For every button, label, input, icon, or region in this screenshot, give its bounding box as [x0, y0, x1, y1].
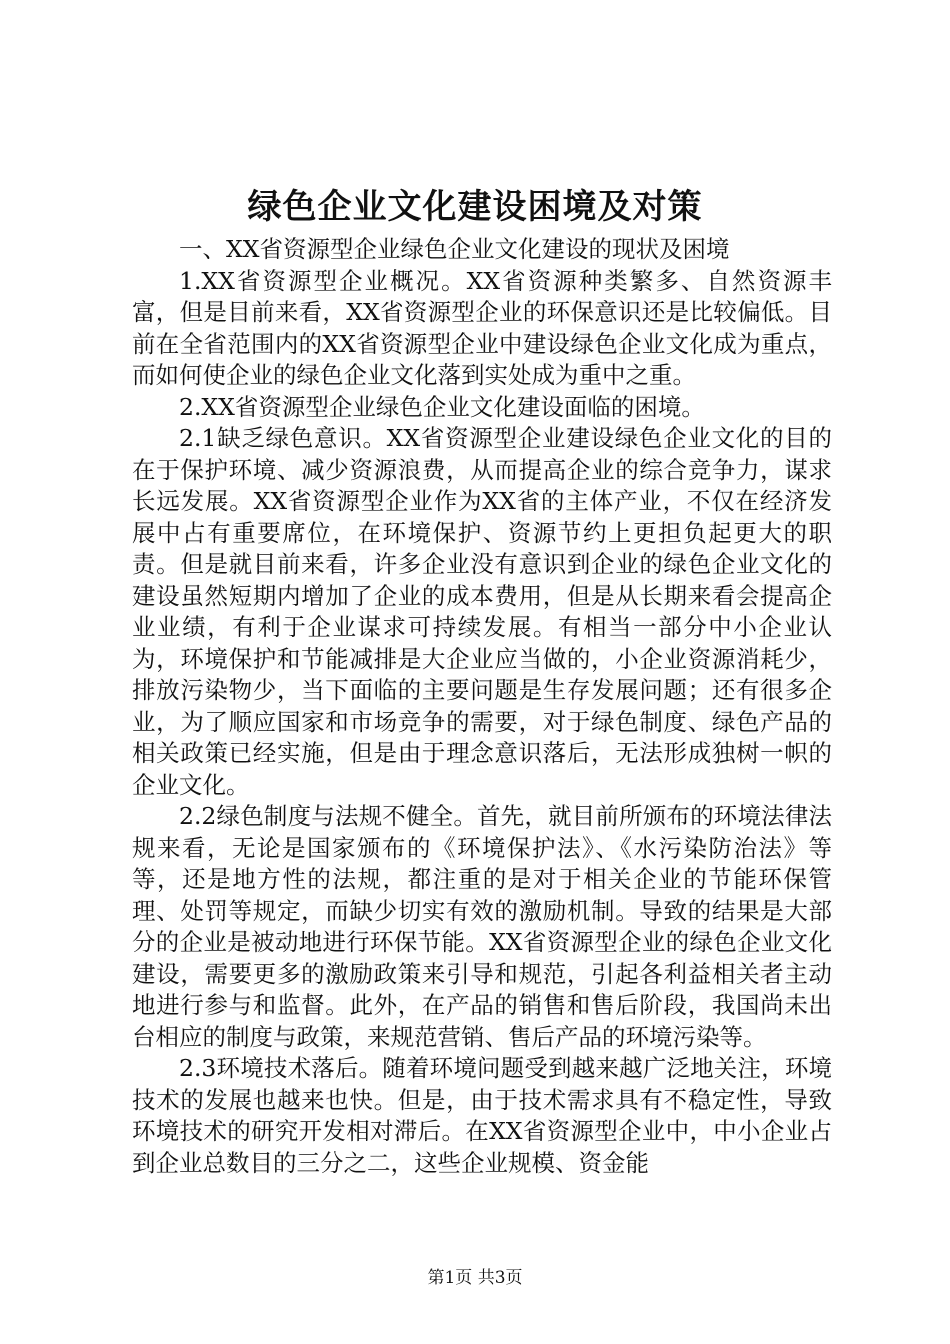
document-title: 绿色企业文化建设困境及对策 [247, 187, 703, 227]
section-heading: 一、XX省资源型企业绿色企业文化建设的现状及困境 [179, 235, 730, 263]
paragraph: 2.3环境技术落后。随着环境问题受到越来越广泛地关注，环境技术的发展也越来也快。但是，由于技术需求具有不稳定性，导致环境技术的研究开发相对滞后。在XX省资源型企业中，中小企业占到企业总数目的三分之二，这些企业规模、资金能 [132, 1054, 832, 1177]
paragraph: 2.2绿色制度与法规不健全。首先，就目前所颁布的环境法律法规来看，无论是国家颁布的《环境保护法》、《水污染防治法》等等，还是地方性的法规，都注重的是对于相关企业的节能环保管理、处罚等规定，而缺少切实有效的激励机制。导致的结果是大部分的企业是被动地进行环保节能。XX省资源型企业的绿色企业文化建设，需要更多的激励政策来引导和规范，引起各利益相关者主动地进行参与和监督。此外，在产品的销售和售后阶段，我国尚未出台相应的制度与政策，来规范营销、售后产品的环境污染等。 [132, 802, 832, 1051]
paragraph: 2.XX省资源型企业绿色企业文化建设面临的困境。 [179, 392, 705, 421]
paragraph: 2.1缺乏绿色意识。XX省资源型企业建设绿色企业文化的目的在于保护环境、减少资源浪费，从而提高企业的综合竞争力，谋求长远发展。XX省资源型企业作为XX省的主体产业，不仅在经济发展中占有重要席位，在环境保护、资源节约上更担负起更大的职责。但是就目前来看，许多企业没有意识到企业的绿色企业文化的建设虽然短期内增加了企业的成本费用，但是从长期来看会提高企业业绩，有利于企业谋求可持续发展。有相当一部分中小企业认为，环境保护和节能减排是大企业应当做的，小企业资源消耗少，排放污染物少，当下面临的主要问题是生存发展问题；还有很多企业，为了顺应国家和市场竞争的需要，对于绿色制度、绿色产品的相关政策已经实施，但是由于理念意识落后，无法形成独树一帜的企业文化。 [132, 424, 832, 799]
paragraph: 1.XX省资源型企业概况。XX省资源种类繁多、自然资源丰富，但是目前来看，XX省资源型企业的环保意识还是比较偏低。目前在全省范围内的XX省资源型企业中建设绿色企业文化成为重点，而如何使企业的绿色企业文化落到实处成为重中之重。 [132, 266, 832, 389]
page-footer: 第1页 共3页 [427, 1268, 523, 1288]
document-body [132, 234, 832, 1179]
